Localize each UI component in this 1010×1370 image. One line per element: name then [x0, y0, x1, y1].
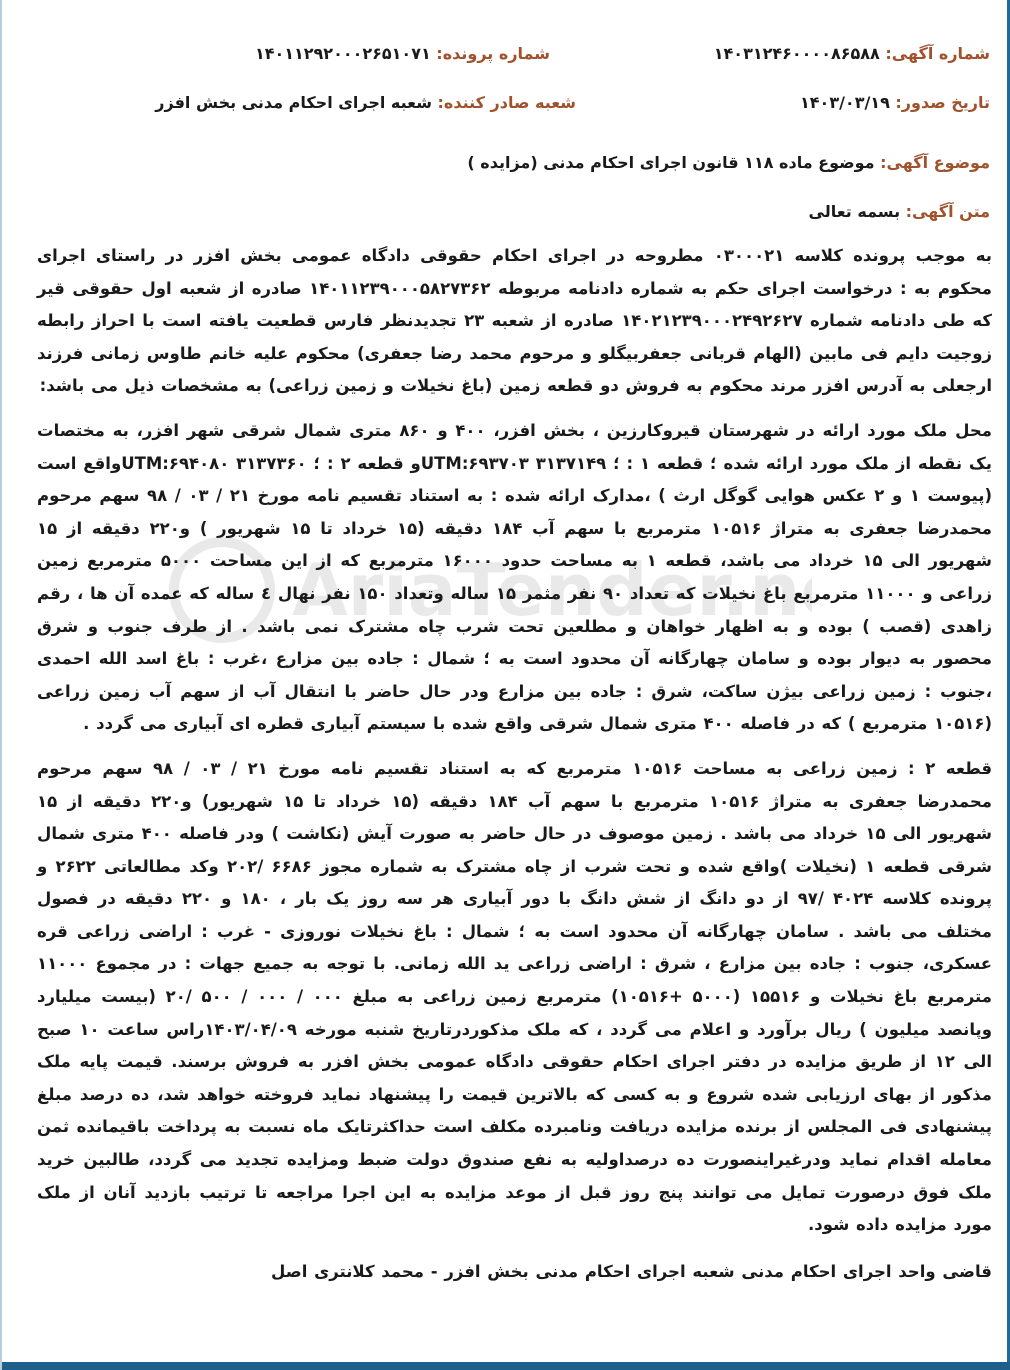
- bottom-bar: [2, 1362, 1010, 1370]
- body-paragraph-parcel-2: قطعه ۲ : زمین زراعی به مساحت ۱۰۵۱۶ مترمربع که به استناد تقسیم نامه مورخ ۲۱ / ۰۳ / ۹۸ سهم مرحوم محمدرضا جعفری به متراژ ۱۰۵۱۶ مترمربع با سهم آب ۱۸۴ دقیقه (۱۵ خرداد تا ۱۵ شهریور) و۲۲۰ دقیقه از ۱۵ شهریور الی ۱۵ خرداد می باشد . زمین موصوف در حال حاضر به صورت آیش (نکاشت ) ودر فاصله ۴۰۰ متری شمال شرقی قطعه ۱ (نخیلات )واقع شده و تحت شرب از چاه مشترک به شماره مجوز ۶۶۸۶ /۲۰۲ وکد مطالعاتی ۲۶۲۲ و پرونده کلاسه ۴۰۲۴ /۹۷ از دو دانگ از شش دانگ با دور آبیاری هر سه روز یک بار ، ۱۸۰ و ۲۲۰ دقیقه در فصول مختلف می باشد . سامان چهارگانه آن محدود است به ؛ شمال : باغ نخیلات نوروزی - غرب : اراضی زراعی قره عسکری، جنوب : جاده بین مزارع ، شرق : اراضی زراعی ید الله زمانی. با توجه به جمیع جهات : در مجموع ۱۱۰۰۰ مترمربع باغ نخیلات و ۱۵۵۱۶ (۵۰۰۰ +۱۰۵۱۶) مترمربع زمین زراعی به مبلغ ۰۰۰ / ۰۰۰ / ۵۰۰ /۲۰ (بیست میلیارد وپانصد میلیون ) ریال برآورد و اعلام می گردد ، که ملک مذکوردرتاریخ شنبه مورخه ۱۴۰۳/۰۴/۰۹راس ساعت ۱۰ صبح الی ۱۲ از طریق مزایده در دفتر اجرای احکام حقوقی دادگاه عمومی بخش افزر به فروش برسند. قیمت پایه ملک مذکور از بهای ارزیابی شده شروع و به کسی که بالاترین قیمت را پیشنهاد نماید فروخته خواهد شد، ده درصد مبلغ پیشنهادی فی المجلس از برنده مزایده دریافت ونامبرده مکلف است حداکثرتایک ماه نسبت به پرداخت باقیمانده ثمن معامله اقدام نماید ودرغیراینصورت ده درصداولیه به نفع صندوق دولت ضبط ومزایده تجدید می گردد، طالبین خرید ملک فوق درصورت تمایل می توانند پنج روز قبل از موعد مزایده به این اجرا مراجعه تا ترتیب بازدید آنان از ملک مورد مزایده داده شود.: [37, 758, 993, 1235]
- case-number-value: ۱۴۰۱۱۲۹۲۰۰۰۲۶۵۱۰۷۱: [254, 44, 431, 63]
- ad-number-value: ۱۴۰۳۱۲۴۶۰۰۰۰۸۶۵۸۸: [713, 44, 880, 63]
- text-label: متن آگهی:: [905, 202, 990, 221]
- subject-label: موضوع آگهی:: [880, 153, 990, 172]
- body-paragraph-intro: به موجب پرونده کلاسه ۰۳۰۰۰۲۱ مطروحه در اجرای احکام حقوقی دادگاه عمومی بخش افزر در راستای اجرای محکوم به : درخواست اجرای حکم به شماره دادنامه مربوطه ۱۴۰۱۱۲۳۹۰۰۰۵۸۲۷۳۶۲ صادره از شعبه اول حقوقی قیر که طی دادنامه شماره ۱۴۰۲۱۲۳۹۰۰۰۲۴۹۲۶۲۷ صادره از شعبه ۲۳ تجدیدنظر فارس قطعیت یافته است با احراز رابطه زوجیت دایم فی مابین (الهام قربانی جعفربیگلو و مرحوم محمد رضا جعفری) محکوم علیه خانم طاوس زمانی فرزند ارجعلی به آدرس افزر مرند محکوم به فروش دو قطعه زمین (باغ نخیلات و زمین زراعی) به مشخصات ذیل می باشد:: [37, 246, 993, 396]
- issuer-value: شعبه اجرای احکام مدنی بخش افزر: [155, 93, 432, 112]
- subject-value: موضوع ماده ۱۱۸ قانون اجرای احکام مدنی (مزایده ): [467, 153, 875, 172]
- ad-number-row: [714, 44, 990, 63]
- issue-date-label: تاریخ صدور:: [895, 93, 990, 112]
- case-number-row: [255, 44, 550, 63]
- issue-date-value: ۱۴۰۳/۰۳/۱۹: [800, 93, 890, 112]
- issuer-label: شعبه صادر کننده:: [437, 93, 576, 112]
- body-signature: قاضی واحد اجرای احکام مدنی شعبه اجرای احکام مدنی بخش افزر - محمد کلانتری اصل: [271, 1261, 992, 1281]
- case-number-label: شماره پرونده:: [436, 44, 550, 63]
- watermark-text: AriaTender.n: [292, 548, 801, 632]
- ad-number-label: شماره آگهی:: [885, 44, 990, 63]
- body-paragraph-parcel-1: محل ملک مورد ارائه در شهرستان قیروکارزین ، بخش افزر، ۴۰۰ و ۸۶۰ متری شمال شرقی شهر افزر، به مختصات یک نقطه از ملک مورد ارائه شده ؛ قطعه ۱ : ؛ UTM:۶۹۳۷۰۳ ۳۱۳۷۱۴۹و قطعه ۲ : ؛ UTM:۶۹۴۰۸۰ ۳۱۳۷۳۶۰واقع است (پیوست ۱ و ۲ عکس هوایی گوگل ارث ) ،مدارک ارائه شده : به استناد تقسیم نامه مورخ ۲۱ / ۰۳ / ۹۸ سهم مرحوم محمدرضا جعفری به متراژ ۱۰۵۱۶ مترمربع با سهم آب ۱۸۴ دقیقه (۱۵ خرداد تا ۱۵ شهریور ) و۲۲۰ دقیقه از ۱۵ شهریور الی ۱۵ خرداد می باشد، قطعه ۱ به مساحت حدود ۱۶۰۰۰ مترمربع که از این مساحت ۵۰۰۰ مترمربع زمین زراعی و ۱۱۰۰۰ مترمربع باغ نخیلات که تعداد ۹۰ نفر مثمر ۱۵ ساله وتعداد ۱۵۰ نفر نهال ٤ ساله که عمده آن ها ، رقم زاهدی (قصب ) بوده و به اظهار خواهان و مطلعین تحت شرب چاه مشترک نمی باشد . از طرف جنوب و شرق محصور به دیوار بوده و سامان چهارگانه آن محدود است به ؛ شمال : جاده بین مزارع ،غرب : باغ اسد الله احمدی ،جنوب : زمین زراعی بیژن ساکت، شرق : جاده بین مزارع ودر حال حاضر با انتقال آب از سهم آب زمین زراعی (۱۰۵۱۶ مترمربع ) که در فاصله ۴۰۰ متری شمال شرقی واقع شده با سیستم آبیاری قطره ای آبیاری می گردد .: [37, 420, 993, 734]
- subject-row: [467, 153, 990, 172]
- text-title-row: [809, 202, 990, 221]
- issuer-row: [155, 93, 576, 112]
- text-heading: بسمه تعالی: [808, 202, 901, 221]
- issue-date-row: [800, 93, 990, 112]
- ad-body: [37, 240, 992, 1288]
